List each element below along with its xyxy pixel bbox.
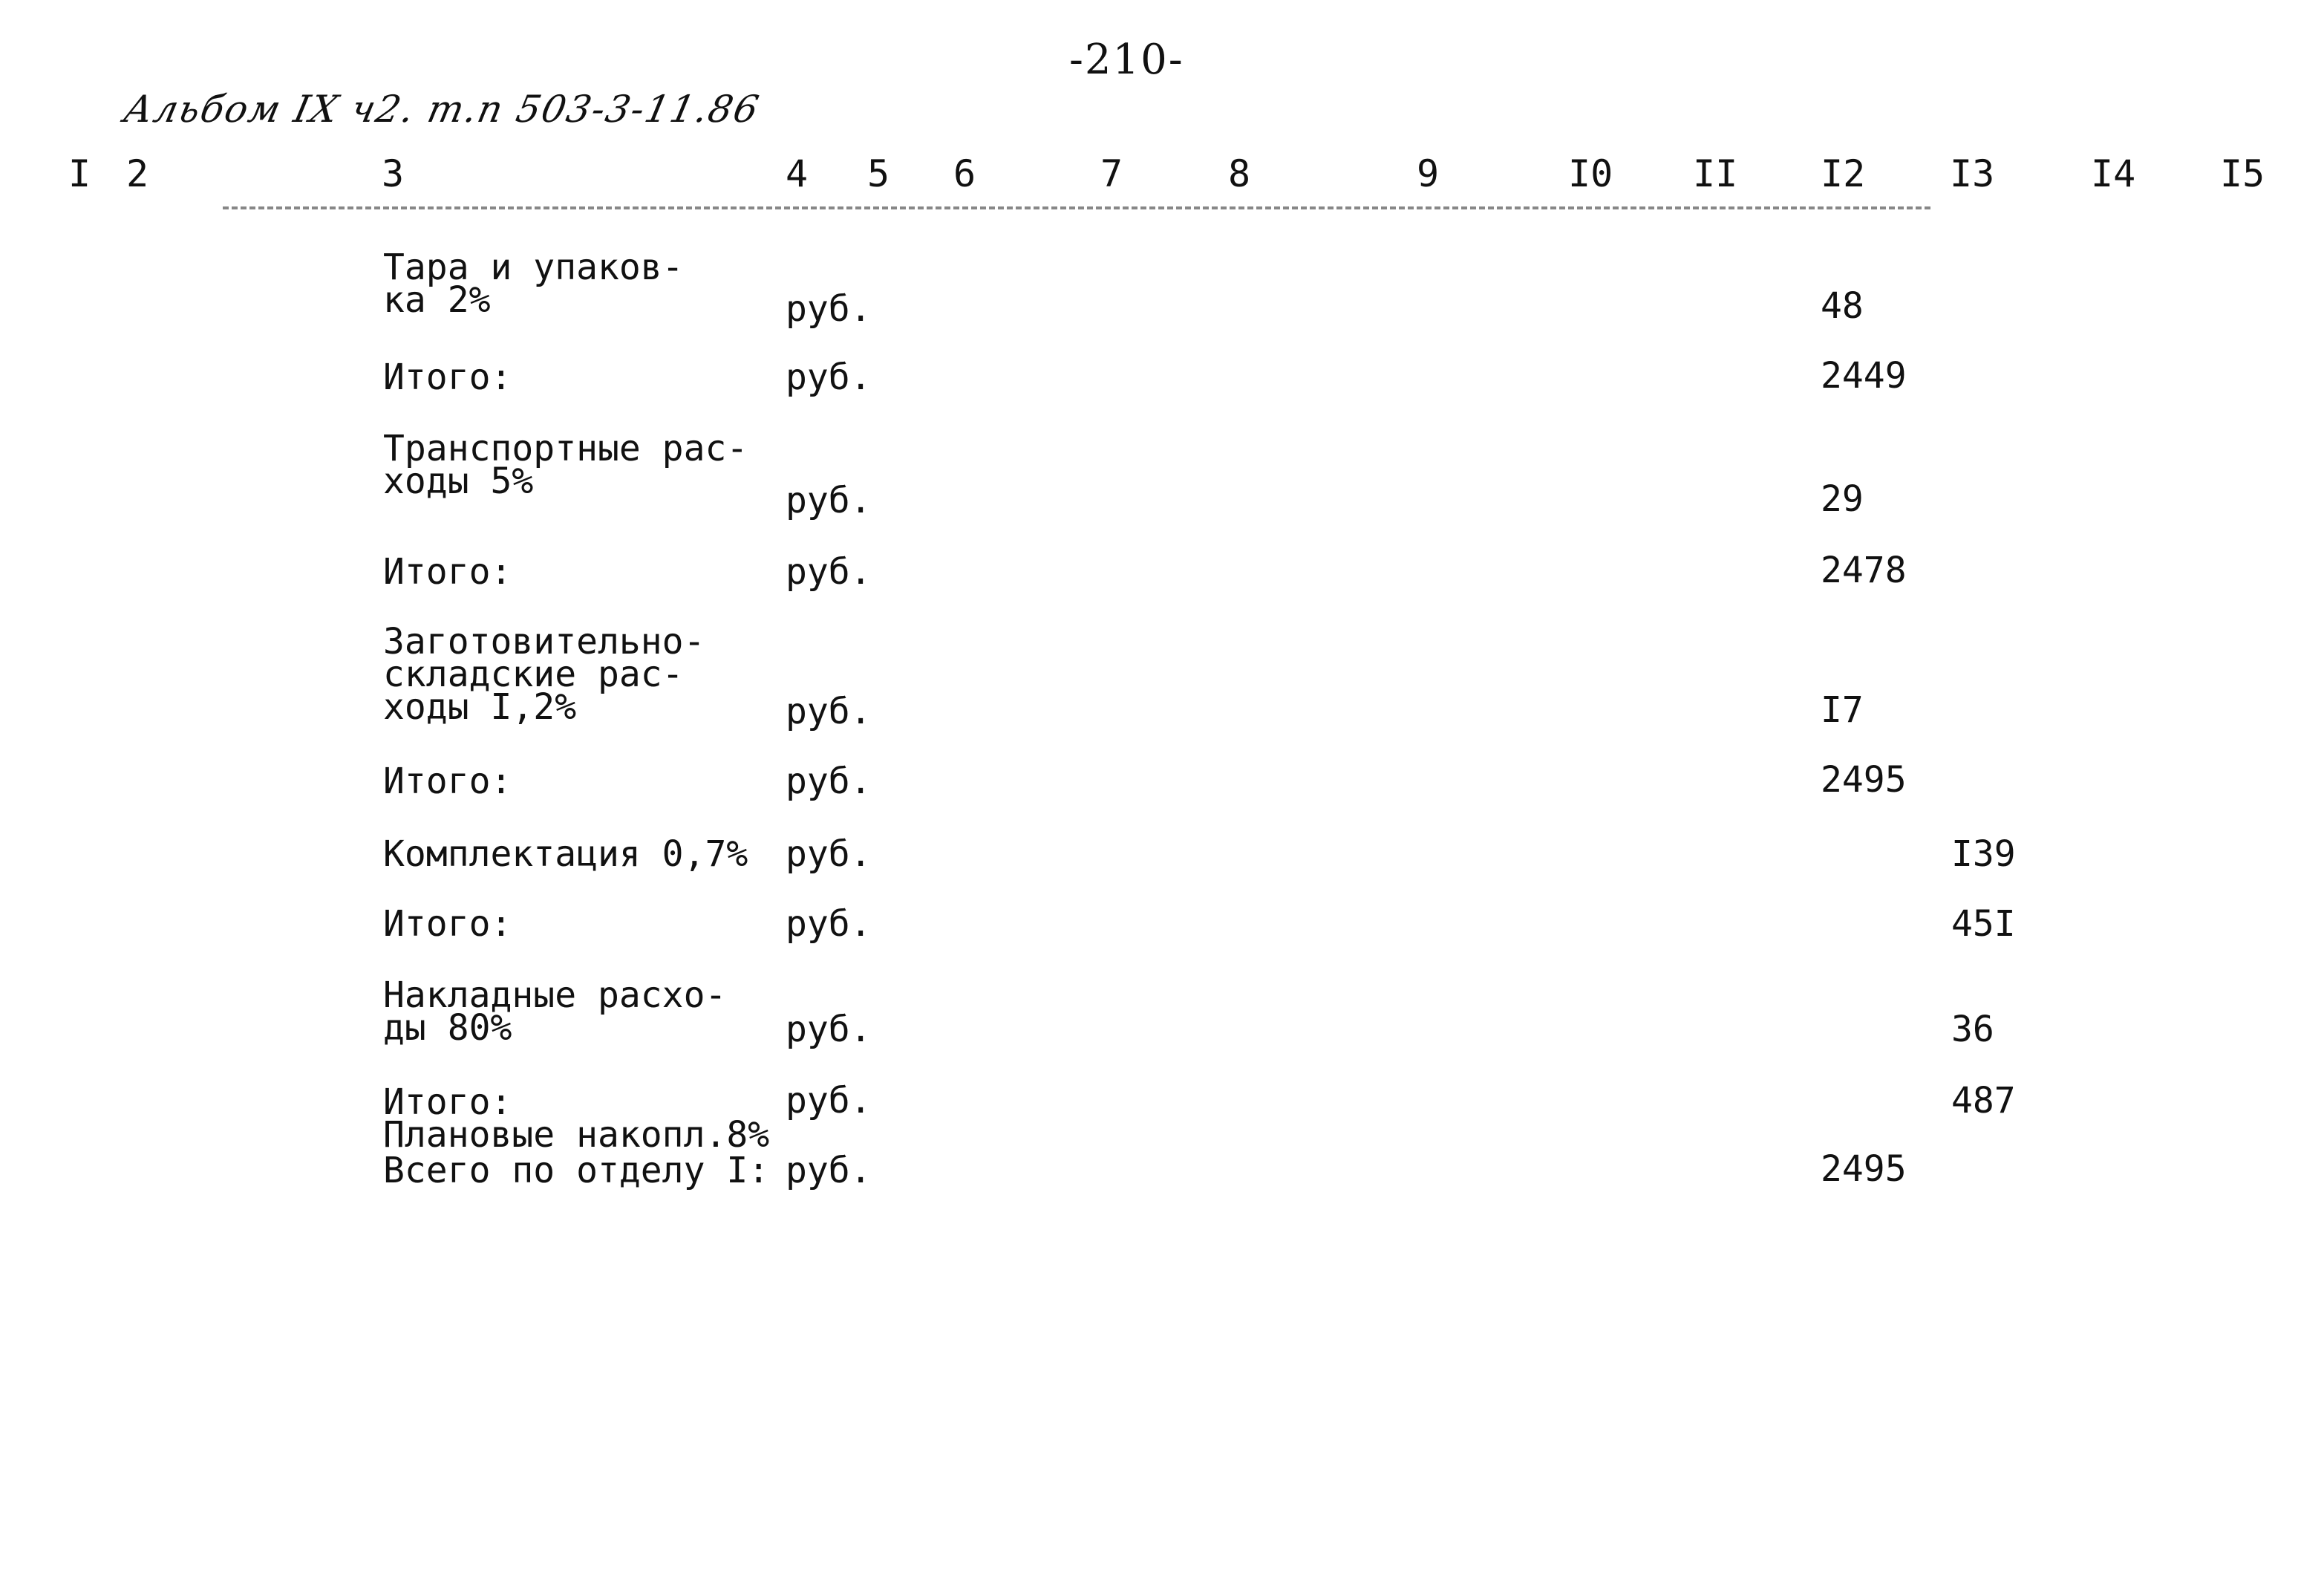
row-label: Тара и упаков- ка 2% — [383, 247, 684, 321]
row-label: Транспортные рас- ходы 5% — [383, 428, 748, 502]
row-value: I39 — [1951, 833, 2016, 875]
column-header: 3 — [382, 152, 405, 195]
column-header: I0 — [1568, 152, 1613, 195]
row-label: Итого: — [383, 551, 512, 593]
column-header: 6 — [953, 152, 976, 195]
row-unit: руб. — [786, 1150, 872, 1191]
row-value: 2495 — [1821, 1148, 1907, 1190]
album-note: Альбом IX ч2. т.п 503-3-11.86 — [120, 88, 764, 131]
row-value: I7 — [1821, 689, 1864, 731]
row-unit: руб. — [786, 903, 872, 945]
row-unit: руб. — [786, 761, 872, 802]
row-unit: руб. — [786, 1009, 872, 1050]
row-unit: руб. — [786, 357, 872, 398]
row-label: Накладные расхо- ды 80% — [383, 974, 727, 1049]
row-label: Итого: — [383, 357, 512, 398]
row-value: 36 — [1951, 1009, 1994, 1050]
row-value: 2478 — [1821, 550, 1907, 591]
column-header: I4 — [2091, 152, 2136, 195]
column-header: 9 — [1417, 152, 1440, 195]
header-rule — [223, 206, 1930, 209]
row-value: 45I — [1951, 903, 2016, 945]
column-header: I5 — [2220, 152, 2265, 195]
page-number: -210- — [1069, 36, 1184, 84]
row-unit: руб. — [786, 551, 872, 593]
row-label: Итого: — [383, 761, 512, 802]
row-label: Итого: Плановые накопл.8% — [383, 1081, 770, 1156]
row-value: 2495 — [1821, 759, 1907, 801]
column-header: 4 — [786, 152, 809, 195]
row-value: 48 — [1821, 285, 1864, 327]
row-unit: руб. — [786, 1080, 872, 1121]
column-header: I — [68, 152, 91, 195]
column-header: I3 — [1950, 152, 1995, 195]
row-unit: руб. — [786, 288, 872, 330]
column-header: II — [1693, 152, 1738, 195]
row-label: Заготовительно- складские рас- ходы I,2% — [383, 621, 705, 728]
row-unit: руб. — [786, 833, 872, 875]
row-label: Комплектация 0,7% — [383, 833, 748, 875]
row-value: 487 — [1951, 1080, 2016, 1121]
column-header: 7 — [1100, 152, 1123, 195]
row-unit: руб. — [786, 480, 872, 521]
column-header: 2 — [126, 152, 149, 195]
row-unit: руб. — [786, 691, 872, 732]
row-value: 29 — [1821, 478, 1864, 520]
row-label: Итого: — [383, 903, 512, 945]
row-value: 2449 — [1821, 355, 1907, 397]
column-header: I2 — [1821, 152, 1866, 195]
column-header: 5 — [867, 152, 890, 195]
row-label: Всего по отделу I: — [383, 1150, 770, 1191]
column-header: 8 — [1228, 152, 1251, 195]
